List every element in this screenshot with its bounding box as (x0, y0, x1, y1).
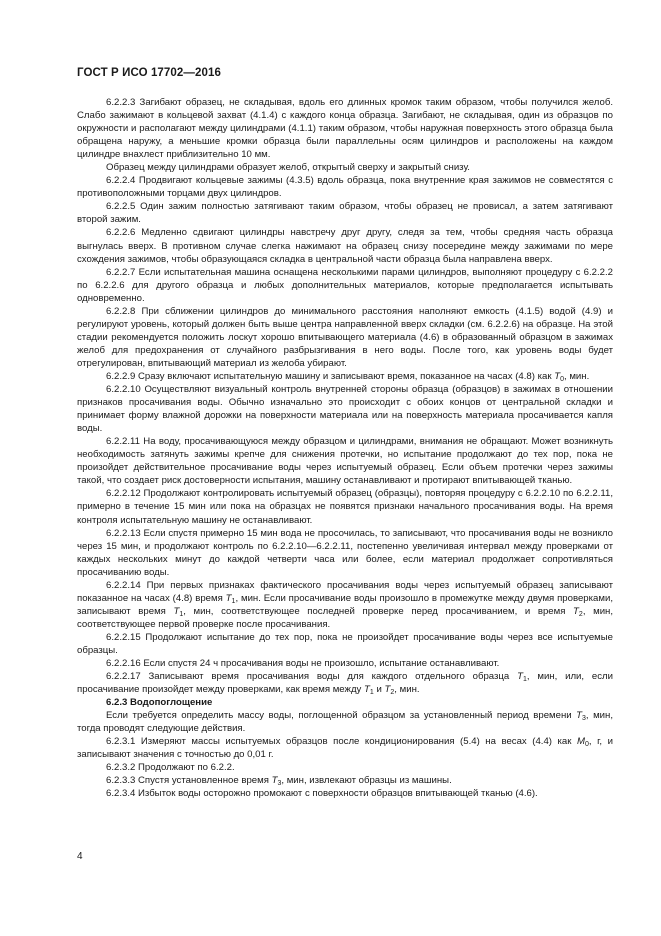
paragraph: Образец между цилиндрами образует желоб, открытый сверху и закрытый снизу. (106, 162, 470, 174)
section-heading: 6.2.3 Водопоглощение (106, 697, 213, 709)
paragraph: 6.2.2.13 Если спустя примерно 15 мин вода не просочилась, то записывают, что просачивания воды не возникло через 15 мин, и продолжают контроль по 6.2.2.10—6.2.2.11, постепенно увеличивая интервал между проверками от каждых нескольких минут до каждой четверти часа или более, если материал продолжает сопротивляться просачиванию воды. (77, 527, 613, 578)
paragraph: Если требуется определить массу воды, поглощенной образцом за установленный период времени $T_3$, мин, тогда проводят следующие действия. (77, 710, 614, 735)
paragraph: 6.2.2.8 При сближении цилиндров до минимального расстояния наполняют емкость (4.1.5) водой (4.9) и регулируют уровень, который должен быть выше центра направленной вверх складки (см. 6.2.2.6) на образце. На этой стадии рекомендуется положить лоскут хорошо впитывающего материала (4.6) в образованный образцом в зажимах желоб для предохранения от случайного разбрызгивания в него воды. После того, как уровень воды будет отрегулирован, впитывающий материал из желоба убирают. (77, 305, 613, 369)
paragraph: 6.2.3.2 Продолжают по 6.2.2. (106, 762, 235, 774)
paragraph: 6.2.3.1 Измеряют массы испытуемых образцов после кондиционирования (5.4) на весах (4.4) как $M_0$, г, и записывают значения с точностью до 0,01 г. (77, 736, 613, 761)
paragraph: 6.2.2.17 Записывают время просачивания воды для каждого отдельного образца $T_1$, мин, или, если просачивание произойдет между проверками, как время между $T_1$ и $T_2$, мин. (77, 671, 613, 697)
paragraph: 6.2.2.5 Один зажим полностью затягивают таким образом, чтобы образец не провисал, а затем затягивают второй зажим. (77, 201, 613, 226)
paragraph: 6.2.3.4 Избыток воды осторожно промокают с поверхности образцов впитывающей тканью (4.6). (106, 788, 538, 800)
paragraph: 6.2.2.12 Продолжают контролировать испытуемый образец (образцы), повторяя процедуру с 6.2.2.10 по 6.2.2.11, примерно в течение 15 мин или пока на образцах не появятся признаки начального просачивания воды. На время контроля испытательную машину не останавливают. (77, 488, 613, 526)
paragraph: 6.2.2.7 Если испытательная машина оснащена несколькими парами цилиндров, выполняют процедуру с 6.2.2.2 по 6.2.2.6 для другого образца и любых дополнительных материалов, которые предполагается испытывать одновременно. (77, 266, 613, 304)
page-number: 4 (77, 851, 83, 862)
paragraph: 6.2.2.3 Загибают образец, не складывая, вдоль его длинных кромок таким образом, чтобы получился желоб. Слабо зажимают в кольцевой захват (4.1.4) с каждого конца образца. Загибают, не складывая, один из образцов по окружности и располагают между цилиндрами (4.1.1) таким образом, чтобы наружная поверхность этого образца была обращена наружу, а меньшие кромки образца были параллельны осям цилиндров и расположены на каждом цилиндре внахлест приблизительно 10 мм. (77, 97, 613, 161)
paragraph: 6.2.2.9 Сразу включают испытательную машину и записывают время, показанное на часах (4.8) как $T_0$, мин. (106, 370, 590, 383)
paragraph: 6.2.2.16 Если спустя 24 ч просачивания воды не произошло, испытание останавливают. (106, 658, 500, 670)
document-body (77, 96, 613, 801)
paragraph: 6.2.2.15 Продолжают испытание до тех пор, пока не произойдет просачивание воды через все испытуемые образцы. (77, 631, 613, 656)
paragraph: 6.2.2.6 Медленно сдвигают цилиндры навстречу друг другу, следя за тем, чтобы средняя часть образца выгнулась вверх. В противном случае слегка нажимают на образец снизу посередине между зажимами по мере схождения зажимов, чтобы образующаяся складка в центральной части образца была направлена вверх. (77, 227, 613, 265)
paragraph: 6.2.2.14 При первых признаках фактического просачивания воды через испытуемый образец записывают показанное на часах (4.8) время $T_1$, мин. Если просачивание воды произошло в промежутке между двумя проверками, записывают время $T_1$, мин, соответствующее последней проверке перед просачиванием, и время $T_2$, мин, соответствующее первой проверке после просачивания. (77, 579, 614, 630)
paragraph: 6.2.2.10 Осуществляют визуальный контроль внутренней стороны образца (образцов) в зажимах в отношении признаков просачивания воды. Обычно изначально это происходит с обоих концов от центральной складки и принимает форму влажной дорожки на поверхности материала или на поверхность материала просачивается капля воды. (77, 384, 613, 435)
paragraph: 6.2.2.4 Продвигают кольцевые зажимы (4.3.5) вдоль образца, пока внутренние края зажимов не совместятся с противоположными торцами двух цилиндров. (77, 175, 613, 200)
paragraph: 6.2.3.3 Спустя установленное время $T_3$, мин, извлекают образцы из машины. (106, 775, 452, 788)
document-header: ГОСТ Р ИСО 17702—2016 (77, 67, 222, 79)
paragraph: 6.2.2.11 На воду, просачивающуюся между образцом и цилиндрами, внимания не обращают. Может возникнуть необходимость затянуть зажимы крепче для снижения протечки, но испытание продолжают до тех пор, пока не произойдет действительное просачивание воды через испытуемый образец. Если объем протечки через зажимы такой, что создает риск достоверности испытания, машину останавливают и протирают впитывающей тканью. (77, 436, 613, 487)
